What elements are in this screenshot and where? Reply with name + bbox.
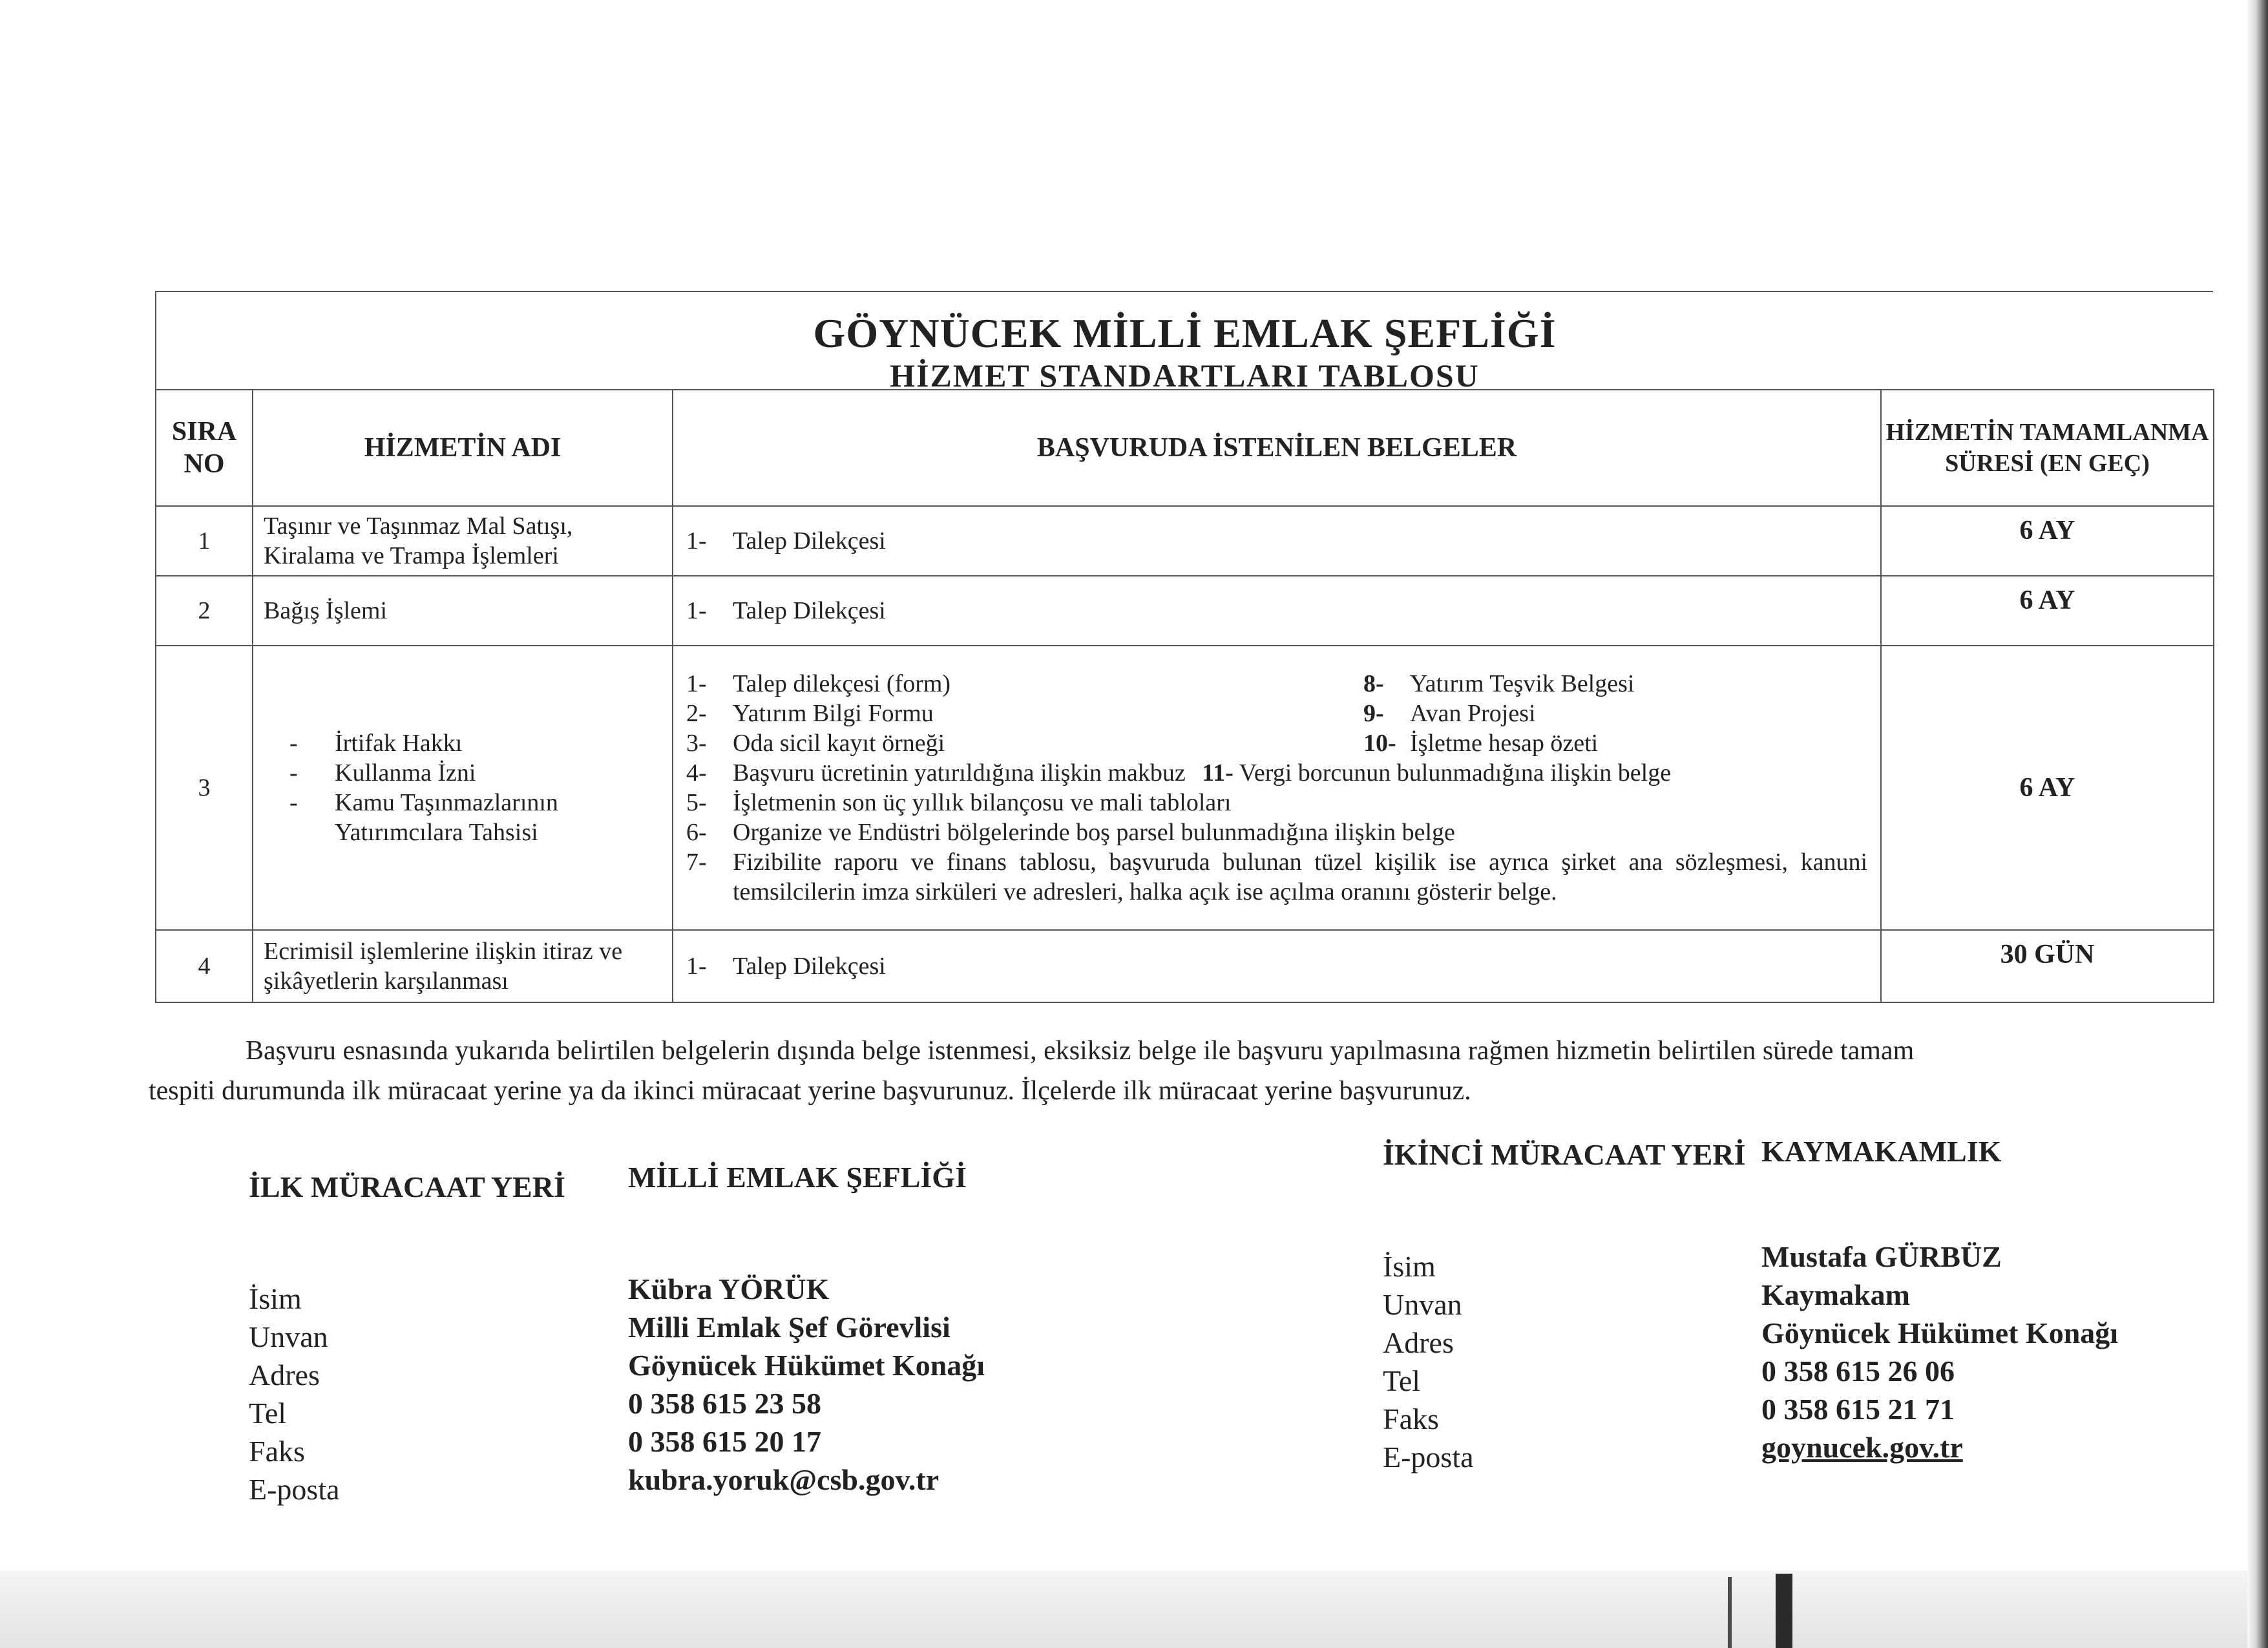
required-documents xyxy=(673,506,1881,576)
document-number: 8- xyxy=(1363,670,1384,697)
scan-bottom-shade xyxy=(0,1570,2247,1648)
service-name: Ecrimisil işlemlerine ilişkin itiraz ve şikâyetlerin karşılanması xyxy=(253,930,673,1002)
label-tel: Tel xyxy=(1383,1364,1421,1397)
document-text: Yatırım Teşvik Belgesi xyxy=(1410,670,1635,697)
completion-duration: 6 AY xyxy=(1881,646,2214,930)
document-item xyxy=(1363,669,1867,699)
label-tel: Tel xyxy=(249,1397,287,1430)
second-contact-heading: İKİNCİ MÜRACAAT YERİ xyxy=(1383,1138,1746,1171)
required-documents xyxy=(673,646,1881,930)
header-duration: HİZMETİN TAMAMLANMA SÜRESİ (EN GEÇ) xyxy=(1881,390,2214,506)
document-text: Avan Projesi xyxy=(1410,700,1536,727)
document-number: 1- xyxy=(686,953,707,980)
service-name-item: - Kamu Taşınmazlarının Yatırımcılara Tahsisi xyxy=(289,789,558,846)
document-item xyxy=(686,669,1363,699)
first-contact-office: MİLLİ EMLAK ŞEFLİĞİ xyxy=(628,1161,967,1194)
required-documents xyxy=(673,930,1881,1002)
contact-tel: 0 358 615 26 06 xyxy=(1761,1355,1955,1388)
header-service-name: HİZMETİN ADI xyxy=(253,390,673,506)
label-email: E-posta xyxy=(1383,1441,1474,1474)
required-documents xyxy=(673,576,1881,646)
note-line-2: tespiti durumunda ilk müracaat yerine ya da ikinci müracaat yerine başvurunuz. İlçelerde ilk müracaat yerine başvurunuz. xyxy=(149,1076,1471,1106)
label-title: Unvan xyxy=(1383,1288,1462,1321)
contact-name: Kübra YÖRÜK xyxy=(628,1273,830,1305)
document-text: Talep Dilekçesi xyxy=(733,953,886,980)
document-number: 1- xyxy=(686,597,707,624)
document-text: Talep Dilekçesi xyxy=(733,597,886,624)
row-no: 1 xyxy=(156,506,253,576)
document-number: 5- xyxy=(686,789,707,816)
document-text: İşletmenin son üç yıllık bilançosu ve mali tabloları xyxy=(733,789,1232,816)
service-name-list xyxy=(253,646,673,930)
completion-duration: 6 AY xyxy=(1881,506,2214,576)
contact-email[interactable]: kubra.yoruk@csb.gov.tr xyxy=(628,1463,940,1496)
document-number: 1- xyxy=(686,670,707,697)
service-standards-table xyxy=(155,389,2214,1003)
label-address: Adres xyxy=(249,1358,320,1391)
table-header-row xyxy=(156,390,2214,506)
document-number: 3- xyxy=(686,730,707,757)
scan-edge-shadow xyxy=(2247,0,2268,1648)
service-name-item-text: Kamu Taşınmazlarının Yatırımcılara Tahsisi xyxy=(335,789,558,846)
documents-left-column xyxy=(686,669,1363,758)
document-item xyxy=(686,596,1867,626)
document-number: 11- xyxy=(1202,759,1234,787)
document-text-part: Başvuru ücretinin yatırıldığına ilişkin makbuz xyxy=(733,759,1186,787)
service-name-item: - İrtifak Hakkı xyxy=(289,730,463,757)
document-text: Oda sicil kayıt örneği xyxy=(733,730,945,757)
table-row xyxy=(156,506,2214,576)
document-title: GÖYNÜCEK MİLLİ EMLAK ŞEFLİĞİ xyxy=(813,310,1557,356)
label-title: Unvan xyxy=(249,1320,328,1353)
label-name: İsim xyxy=(249,1282,302,1315)
contact-website-link[interactable]: goynucek.gov.tr xyxy=(1761,1431,1963,1464)
second-contact-office: KAYMAKAMLIK xyxy=(1761,1135,2002,1168)
document-item xyxy=(686,818,1867,847)
document-text xyxy=(733,758,1867,788)
document-item xyxy=(686,699,1363,728)
document-item xyxy=(686,526,1867,556)
contact-title: Milli Emlak Şef Görevlisi xyxy=(628,1311,950,1344)
document-number: 2- xyxy=(686,700,707,727)
label-name: İsim xyxy=(1383,1250,1436,1283)
document-item xyxy=(686,758,1867,788)
service-name-item: - Kullanma İzni xyxy=(289,759,476,787)
row-no: 4 xyxy=(156,930,253,1002)
service-name: Taşınır ve Taşınmaz Mal Satışı, Kiralama ve Trampa İşlemleri xyxy=(253,506,673,576)
document-number: 9- xyxy=(1363,700,1384,727)
contact-name: Mustafa GÜRBÜZ xyxy=(1761,1240,2002,1273)
contact-address: Göynücek Hükümet Konağı xyxy=(628,1349,985,1382)
second-contact-labels xyxy=(1383,1137,1751,1476)
label-address: Adres xyxy=(1383,1326,1454,1359)
document-number: 10- xyxy=(1363,730,1396,757)
document-text: Talep Dilekçesi xyxy=(733,527,886,555)
documents-two-column xyxy=(686,669,1867,758)
first-contact-heading: İLK MÜRACAAT YERİ xyxy=(249,1170,565,1203)
contact-tel: 0 358 615 23 58 xyxy=(628,1387,821,1420)
application-note xyxy=(149,1031,2236,1111)
document-text: Yatırım Bilgi Formu xyxy=(733,700,934,727)
table-title-box xyxy=(155,291,2213,394)
completion-duration: 6 AY xyxy=(1881,576,2214,646)
document-item xyxy=(686,788,1867,818)
first-contact-labels xyxy=(249,1150,611,1508)
document-item xyxy=(1363,699,1867,728)
contact-fax: 0 358 615 21 71 xyxy=(1761,1393,1955,1426)
scan-binder-clip xyxy=(1776,1574,1792,1648)
first-contact-values xyxy=(628,1150,1145,1499)
label-fax: Faks xyxy=(249,1435,305,1468)
document-text: Fizibilite raporu ve finans tablosu, başvuruda bulunan tüzel kişilik ise ayrıca şirket ana sözleşmesi, kanuni temsilcilerin imza sirküleri ve adresleri, halka açık ise açılma oranını gösterir belge. xyxy=(733,849,1867,905)
row-no: 2 xyxy=(156,576,253,646)
document-item xyxy=(686,728,1363,758)
contact-address: Göynücek Hükümet Konağı xyxy=(1761,1316,2119,1349)
service-name: Bağış İşlemi xyxy=(253,576,673,646)
row-no: 3 xyxy=(156,646,253,930)
header-documents: BAŞVURUDA İSTENİLEN BELGELER xyxy=(673,390,1881,506)
service-name-item-text: Kullanma İzni xyxy=(335,759,476,787)
service-name-item-text: İrtifak Hakkı xyxy=(335,730,463,757)
second-contact-values xyxy=(1761,1134,2240,1466)
document-item xyxy=(686,847,1867,907)
table-row xyxy=(156,576,2214,646)
documents-right-column xyxy=(1363,669,1867,758)
completion-duration: 30 GÜN xyxy=(1881,930,2214,1002)
document-item xyxy=(686,951,1867,981)
label-email: E-posta xyxy=(249,1473,340,1506)
document-subtitle: HİZMET STANDARTLARI TABLOSU xyxy=(890,357,1480,394)
label-fax: Faks xyxy=(1383,1402,1439,1435)
table-row xyxy=(156,930,2214,1002)
scan-binder-mark xyxy=(1728,1577,1732,1648)
contact-title: Kaymakam xyxy=(1761,1278,1910,1311)
document-text: Organize ve Endüstri bölgelerinde boş parsel bulunmadığına ilişkin belge xyxy=(733,819,1455,846)
document-text: İşletme hesap özeti xyxy=(1410,730,1599,757)
document-text-part: Vergi borcunun bulunmadığına ilişkin belge xyxy=(1239,759,1672,787)
table-row xyxy=(156,646,2214,930)
note-line-1: Başvuru esnasında yukarıda belirtilen belgelerin dışında belge istenmesi, eksiksiz belge ile başvuru yapılmasına rağmen hizmetin belirtilen sürede tamam xyxy=(246,1036,1915,1066)
document-number: 4- xyxy=(686,759,707,787)
service-name-items xyxy=(264,728,662,847)
document-text: Talep dilekçesi (form) xyxy=(733,670,951,697)
document-number: 1- xyxy=(686,527,707,555)
service-standards-document xyxy=(155,291,2213,1003)
document-item xyxy=(1363,728,1867,758)
contact-fax: 0 358 615 20 17 xyxy=(628,1425,821,1458)
header-no: SIRA NO xyxy=(156,390,253,506)
document-number: 6- xyxy=(686,819,707,846)
document-number: 7- xyxy=(686,849,707,876)
